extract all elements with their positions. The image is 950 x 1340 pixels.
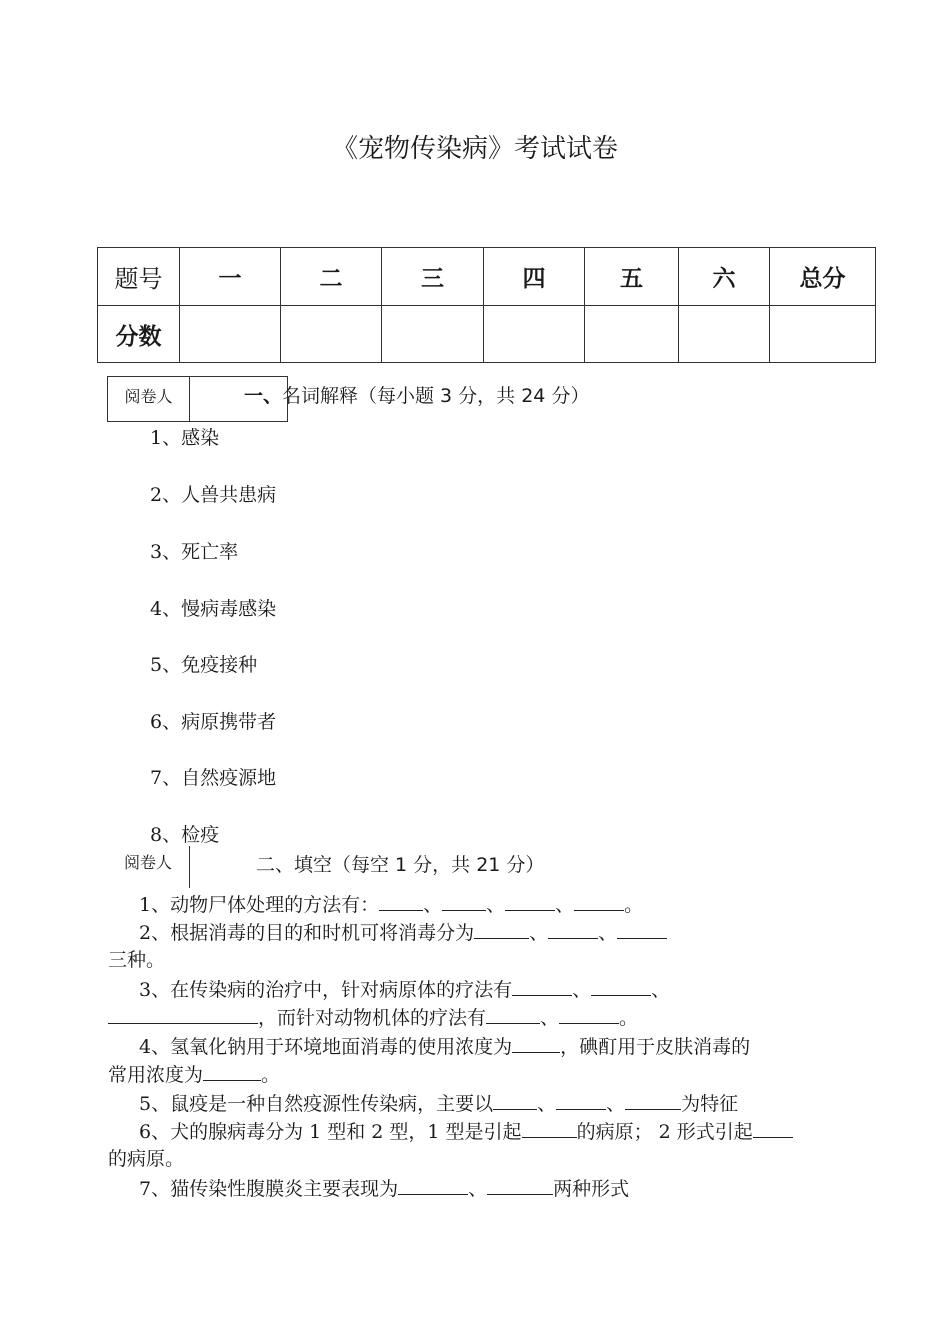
question-6-continued: 的病原。 bbox=[108, 1148, 185, 1170]
separator: 、 bbox=[572, 979, 592, 1001]
question-text: 3、在传染病的治疗中，针对病原体的疗法有 bbox=[139, 979, 513, 1001]
answer-blank[interactable] bbox=[574, 890, 624, 911]
question-4 bbox=[139, 1032, 750, 1061]
score-cell[interactable] bbox=[382, 306, 484, 363]
question-text: 的病原； 2 形式引起 bbox=[576, 1121, 753, 1143]
question-text: 7、猫传染性腹膜炎主要表现为 bbox=[139, 1178, 399, 1200]
grader-label: 阅卷人 bbox=[108, 377, 190, 421]
question-text: 2、根据消毒的目的和时机可将消毒分为 bbox=[139, 922, 475, 944]
question-7 bbox=[139, 1174, 629, 1203]
grader-label: 阅卷人 bbox=[107, 846, 190, 888]
separator: 。 bbox=[619, 1007, 639, 1029]
answer-blank[interactable] bbox=[559, 1003, 619, 1024]
separator: 、 bbox=[486, 894, 506, 916]
term-item: 4、慢病毒感染 bbox=[150, 598, 277, 620]
separator: 、 bbox=[540, 1007, 560, 1029]
answer-blank[interactable] bbox=[556, 1089, 606, 1110]
question-3-continued bbox=[108, 1003, 638, 1032]
column-5: 五 bbox=[585, 248, 679, 306]
score-cell[interactable] bbox=[679, 306, 770, 363]
answer-blank[interactable] bbox=[512, 1032, 560, 1053]
score-table bbox=[97, 247, 876, 363]
column-4: 四 bbox=[484, 248, 585, 306]
answer-blank[interactable] bbox=[398, 1174, 468, 1195]
question-6 bbox=[139, 1117, 793, 1146]
separator: 、 bbox=[555, 894, 575, 916]
answer-blank[interactable] bbox=[474, 918, 529, 939]
question-5 bbox=[139, 1089, 738, 1118]
answer-blank[interactable] bbox=[591, 975, 651, 996]
answer-blank[interactable] bbox=[522, 1117, 577, 1138]
answer-blank[interactable] bbox=[493, 1089, 537, 1110]
separator: 、 bbox=[606, 1093, 626, 1115]
answer-blank[interactable] bbox=[487, 1174, 553, 1195]
question-text: 常用浓度为 bbox=[108, 1064, 204, 1086]
answer-blank[interactable] bbox=[512, 975, 572, 996]
column-2: 二 bbox=[281, 248, 382, 306]
term-item: 1、感染 bbox=[150, 427, 220, 449]
question-text: ，而针对动物机体的疗法有 bbox=[258, 1007, 487, 1029]
question-1 bbox=[139, 890, 643, 919]
question-text: 4、氢氧化钠用于环境地面消毒的使用浓度为 bbox=[139, 1036, 513, 1058]
answer-blank[interactable] bbox=[442, 890, 486, 911]
term-item: 8、检疫 bbox=[150, 824, 220, 846]
answer-blank[interactable] bbox=[486, 1003, 540, 1024]
separator: 。 bbox=[624, 894, 644, 916]
question-text: ，碘酊用于皮肤消毒的 bbox=[560, 1036, 751, 1058]
term-item: 6、病原携带者 bbox=[150, 711, 277, 733]
question-text: 1、动物尸体处理的方法有： bbox=[139, 894, 380, 916]
section1-heading bbox=[244, 381, 589, 408]
score-cell[interactable] bbox=[585, 306, 679, 363]
answer-blank[interactable] bbox=[625, 1089, 681, 1110]
column-1: 一 bbox=[180, 248, 281, 306]
term-item: 2、人兽共患病 bbox=[150, 484, 277, 506]
answer-blank[interactable] bbox=[548, 918, 598, 939]
section2-heading: 二、填空（每空 1 分，共 21 分） bbox=[256, 854, 545, 876]
answer-blank[interactable] bbox=[505, 890, 555, 911]
answer-blank[interactable] bbox=[753, 1117, 793, 1138]
answer-blank[interactable] bbox=[379, 890, 423, 911]
answer-blank[interactable] bbox=[617, 918, 667, 939]
answer-blank[interactable] bbox=[203, 1060, 261, 1081]
section1-title: 名词解释（每小题 3 分，共 24 分） bbox=[282, 385, 590, 407]
column-total: 总分 bbox=[770, 248, 876, 306]
section1-number: 一、 bbox=[244, 385, 283, 407]
answer-blank[interactable] bbox=[108, 1003, 258, 1024]
separator: 、 bbox=[651, 979, 671, 1001]
term-item: 7、自然疫源地 bbox=[150, 767, 277, 789]
separator: 、 bbox=[537, 1093, 557, 1115]
question-text: 两种形式 bbox=[553, 1178, 630, 1200]
score-cell[interactable] bbox=[770, 306, 876, 363]
score-label: 分数 bbox=[98, 306, 180, 363]
term-item: 5、免疫接种 bbox=[150, 654, 258, 676]
separator: 、 bbox=[529, 922, 549, 944]
score-cell[interactable] bbox=[484, 306, 585, 363]
page-title: 《宠物传染病》考试试卷 bbox=[331, 134, 618, 164]
column-6: 六 bbox=[679, 248, 770, 306]
separator: 、 bbox=[423, 894, 443, 916]
question-2 bbox=[139, 918, 667, 947]
question-text: 6、犬的腺病毒分为 1 型和 2 型，1 型是引起 bbox=[139, 1121, 522, 1143]
question-4-continued bbox=[108, 1060, 280, 1089]
separator: 、 bbox=[598, 922, 618, 944]
separator: 。 bbox=[261, 1064, 281, 1086]
score-cell[interactable] bbox=[281, 306, 382, 363]
question-text: 5、鼠疫是一种自然疫源性传染病，主要以 bbox=[139, 1093, 494, 1115]
separator: 、 bbox=[468, 1178, 488, 1200]
question-2-continued: 三种。 bbox=[108, 949, 166, 971]
grader-box bbox=[107, 846, 191, 888]
score-cell[interactable] bbox=[180, 306, 281, 363]
question-number-label: 题号 bbox=[98, 248, 180, 306]
question-3 bbox=[139, 975, 670, 1004]
column-3: 三 bbox=[382, 248, 484, 306]
term-item: 3、死亡率 bbox=[150, 541, 239, 563]
question-text: 为特征 bbox=[681, 1093, 739, 1115]
